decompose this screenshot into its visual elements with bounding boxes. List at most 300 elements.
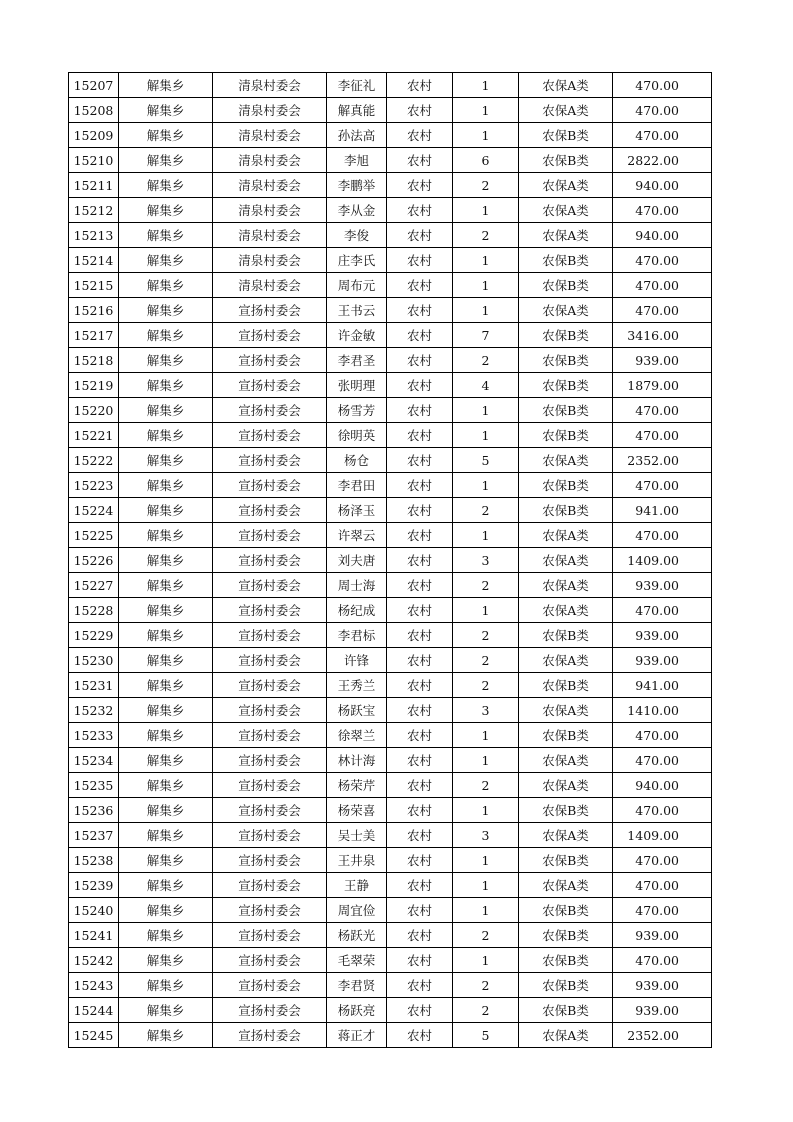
person-name-cell: 李征礼 [327,73,387,98]
person-name-cell: 杨雪芳 [327,398,387,423]
count-cell: 1 [453,948,519,973]
amount-cell: 939.00 [613,623,712,648]
amount-cell: 1409.00 [613,823,712,848]
record-id-cell: 15228 [69,598,119,623]
township-cell: 解集乡 [119,723,213,748]
category-cell: 农保B类 [519,923,613,948]
person-name-cell: 李从金 [327,198,387,223]
person-name-cell: 杨荣芹 [327,773,387,798]
count-cell: 1 [453,198,519,223]
village-committee-cell: 宣扬村委会 [213,873,327,898]
table-row [69,73,712,98]
count-cell: 1 [453,748,519,773]
township-cell: 解集乡 [119,748,213,773]
table-row [69,473,712,498]
record-id-cell: 15227 [69,573,119,598]
household-type-cell: 农村 [387,798,453,823]
category-cell: 农保B类 [519,348,613,373]
amount-cell: 2822.00 [613,148,712,173]
amount-cell: 470.00 [613,598,712,623]
amount-cell: 939.00 [613,348,712,373]
village-committee-cell: 宣扬村委会 [213,673,327,698]
township-cell: 解集乡 [119,198,213,223]
amount-cell: 470.00 [613,273,712,298]
township-cell: 解集乡 [119,98,213,123]
township-cell: 解集乡 [119,348,213,373]
category-cell: 农保A类 [519,173,613,198]
household-type-cell: 农村 [387,748,453,773]
category-cell: 农保B类 [519,148,613,173]
record-id-cell: 15234 [69,748,119,773]
household-type-cell: 农村 [387,473,453,498]
table-row [69,123,712,148]
category-cell: 农保B类 [519,323,613,348]
table-row [69,98,712,123]
record-id-cell: 15237 [69,823,119,848]
amount-cell: 1409.00 [613,548,712,573]
count-cell: 2 [453,648,519,673]
record-id-cell: 15241 [69,923,119,948]
amount-cell: 939.00 [613,998,712,1023]
person-name-cell: 杨跃亮 [327,998,387,1023]
village-committee-cell: 宣扬村委会 [213,373,327,398]
table-row [69,648,712,673]
count-cell: 7 [453,323,519,348]
count-cell: 1 [453,473,519,498]
record-id-cell: 15233 [69,723,119,748]
amount-cell: 470.00 [613,73,712,98]
table-row [69,873,712,898]
person-name-cell: 徐翠兰 [327,723,387,748]
amount-cell: 470.00 [613,198,712,223]
table-row [69,823,712,848]
village-committee-cell: 宣扬村委会 [213,523,327,548]
category-cell: 农保B类 [519,898,613,923]
household-type-cell: 农村 [387,398,453,423]
person-name-cell: 杨跃光 [327,923,387,948]
table-row [69,298,712,323]
township-cell: 解集乡 [119,123,213,148]
village-committee-cell: 宣扬村委会 [213,898,327,923]
village-committee-cell: 宣扬村委会 [213,998,327,1023]
count-cell: 1 [453,523,519,548]
count-cell: 2 [453,973,519,998]
category-cell: 农保B类 [519,423,613,448]
record-id-cell: 15216 [69,298,119,323]
table-row [69,723,712,748]
person-name-cell: 周宜俭 [327,898,387,923]
household-type-cell: 农村 [387,973,453,998]
category-cell: 农保B类 [519,373,613,398]
category-cell: 农保B类 [519,273,613,298]
township-cell: 解集乡 [119,173,213,198]
count-cell: 1 [453,898,519,923]
table-row [69,173,712,198]
table-row [69,698,712,723]
record-id-cell: 15220 [69,398,119,423]
household-type-cell: 农村 [387,148,453,173]
person-name-cell: 李鹏举 [327,173,387,198]
count-cell: 2 [453,348,519,373]
record-id-cell: 15215 [69,273,119,298]
category-cell: 农保A类 [519,698,613,723]
household-type-cell: 农村 [387,723,453,748]
category-cell: 农保B类 [519,473,613,498]
count-cell: 3 [453,698,519,723]
amount-cell: 941.00 [613,498,712,523]
household-type-cell: 农村 [387,123,453,148]
record-id-cell: 15213 [69,223,119,248]
village-committee-cell: 宣扬村委会 [213,923,327,948]
record-id-cell: 15236 [69,798,119,823]
township-cell: 解集乡 [119,898,213,923]
count-cell: 1 [453,273,519,298]
village-committee-cell: 宣扬村委会 [213,773,327,798]
amount-cell: 470.00 [613,898,712,923]
amount-cell: 470.00 [613,948,712,973]
household-type-cell: 农村 [387,498,453,523]
category-cell: 农保B类 [519,123,613,148]
amount-cell: 470.00 [613,123,712,148]
table-row [69,748,712,773]
household-type-cell: 农村 [387,998,453,1023]
person-name-cell: 许锋 [327,648,387,673]
township-cell: 解集乡 [119,523,213,548]
record-id-cell: 15238 [69,848,119,873]
household-type-cell: 农村 [387,173,453,198]
person-name-cell: 张明理 [327,373,387,398]
count-cell: 1 [453,298,519,323]
person-name-cell: 李俊 [327,223,387,248]
record-id-cell: 15209 [69,123,119,148]
village-committee-cell: 清泉村委会 [213,248,327,273]
category-cell: 农保B类 [519,948,613,973]
amount-cell: 470.00 [613,98,712,123]
category-cell: 农保A类 [519,448,613,473]
count-cell: 2 [453,773,519,798]
person-name-cell: 许金敏 [327,323,387,348]
village-committee-cell: 清泉村委会 [213,198,327,223]
count-cell: 2 [453,673,519,698]
township-cell: 解集乡 [119,73,213,98]
record-id-cell: 15225 [69,523,119,548]
household-type-cell: 农村 [387,98,453,123]
count-cell: 2 [453,223,519,248]
person-name-cell: 周布元 [327,273,387,298]
township-cell: 解集乡 [119,798,213,823]
category-cell: 农保A类 [519,548,613,573]
household-type-cell: 农村 [387,648,453,673]
village-committee-cell: 宣扬村委会 [213,598,327,623]
person-name-cell: 许翠云 [327,523,387,548]
village-committee-cell: 宣扬村委会 [213,323,327,348]
township-cell: 解集乡 [119,998,213,1023]
allowance-table [68,72,712,1048]
person-name-cell: 王井泉 [327,848,387,873]
household-type-cell: 农村 [387,948,453,973]
table-row [69,223,712,248]
table-row [69,373,712,398]
category-cell: 农保A类 [519,198,613,223]
township-cell: 解集乡 [119,448,213,473]
category-cell: 农保A类 [519,648,613,673]
village-committee-cell: 宣扬村委会 [213,848,327,873]
person-name-cell: 蒋正才 [327,1023,387,1048]
category-cell: 农保A类 [519,523,613,548]
category-cell: 农保B类 [519,998,613,1023]
village-committee-cell: 宣扬村委会 [213,973,327,998]
person-name-cell: 杨仓 [327,448,387,473]
amount-cell: 470.00 [613,298,712,323]
record-id-cell: 15232 [69,698,119,723]
count-cell: 1 [453,98,519,123]
household-type-cell: 农村 [387,523,453,548]
household-type-cell: 农村 [387,348,453,373]
amount-cell: 939.00 [613,923,712,948]
record-id-cell: 15226 [69,548,119,573]
household-type-cell: 农村 [387,773,453,798]
table-row [69,248,712,273]
table-row [69,448,712,473]
category-cell: 农保B类 [519,973,613,998]
township-cell: 解集乡 [119,848,213,873]
person-name-cell: 李旭 [327,148,387,173]
township-cell: 解集乡 [119,548,213,573]
person-name-cell: 李君标 [327,623,387,648]
table-row [69,998,712,1023]
record-id-cell: 15242 [69,948,119,973]
village-committee-cell: 清泉村委会 [213,173,327,198]
table-row [69,898,712,923]
amount-cell: 941.00 [613,673,712,698]
record-id-cell: 15240 [69,898,119,923]
township-cell: 解集乡 [119,273,213,298]
village-committee-cell: 宣扬村委会 [213,448,327,473]
category-cell: 农保A类 [519,773,613,798]
count-cell: 1 [453,423,519,448]
township-cell: 解集乡 [119,498,213,523]
record-id-cell: 15224 [69,498,119,523]
household-type-cell: 农村 [387,573,453,598]
person-name-cell: 杨泽玉 [327,498,387,523]
person-name-cell: 王书云 [327,298,387,323]
amount-cell: 470.00 [613,248,712,273]
amount-cell: 940.00 [613,773,712,798]
person-name-cell: 徐明英 [327,423,387,448]
household-type-cell: 农村 [387,673,453,698]
record-id-cell: 15222 [69,448,119,473]
count-cell: 2 [453,923,519,948]
household-type-cell: 农村 [387,873,453,898]
household-type-cell: 农村 [387,623,453,648]
household-type-cell: 农村 [387,848,453,873]
household-type-cell: 农村 [387,373,453,398]
township-cell: 解集乡 [119,148,213,173]
record-id-cell: 15207 [69,73,119,98]
township-cell: 解集乡 [119,298,213,323]
category-cell: 农保B类 [519,848,613,873]
township-cell: 解集乡 [119,698,213,723]
count-cell: 1 [453,123,519,148]
village-committee-cell: 宣扬村委会 [213,698,327,723]
count-cell: 2 [453,173,519,198]
count-cell: 5 [453,448,519,473]
township-cell: 解集乡 [119,923,213,948]
category-cell: 农保A类 [519,823,613,848]
count-cell: 1 [453,848,519,873]
person-name-cell: 李君田 [327,473,387,498]
village-committee-cell: 宣扬村委会 [213,573,327,598]
village-committee-cell: 宣扬村委会 [213,1023,327,1048]
table-row [69,348,712,373]
village-committee-cell: 宣扬村委会 [213,948,327,973]
person-name-cell: 王秀兰 [327,673,387,698]
count-cell: 2 [453,623,519,648]
record-id-cell: 15243 [69,973,119,998]
person-name-cell: 刘夫唐 [327,548,387,573]
person-name-cell: 杨荣喜 [327,798,387,823]
township-cell: 解集乡 [119,573,213,598]
amount-cell: 470.00 [613,748,712,773]
amount-cell: 470.00 [613,798,712,823]
table-row [69,848,712,873]
record-id-cell: 15231 [69,673,119,698]
village-committee-cell: 宣扬村委会 [213,723,327,748]
amount-cell: 940.00 [613,223,712,248]
count-cell: 2 [453,998,519,1023]
table-row [69,498,712,523]
record-id-cell: 15212 [69,198,119,223]
person-name-cell: 杨纪成 [327,598,387,623]
record-id-cell: 15211 [69,173,119,198]
record-id-cell: 15219 [69,373,119,398]
table-row [69,198,712,223]
village-committee-cell: 宣扬村委会 [213,823,327,848]
household-type-cell: 农村 [387,898,453,923]
household-type-cell: 农村 [387,423,453,448]
household-type-cell: 农村 [387,698,453,723]
category-cell: 农保A类 [519,298,613,323]
amount-cell: 470.00 [613,848,712,873]
household-type-cell: 农村 [387,323,453,348]
record-id-cell: 15208 [69,98,119,123]
amount-cell: 939.00 [613,573,712,598]
amount-cell: 3416.00 [613,323,712,348]
household-type-cell: 农村 [387,923,453,948]
category-cell: 农保A类 [519,873,613,898]
township-cell: 解集乡 [119,948,213,973]
record-id-cell: 15223 [69,473,119,498]
person-name-cell: 林计海 [327,748,387,773]
amount-cell: 2352.00 [613,448,712,473]
household-type-cell: 农村 [387,223,453,248]
person-name-cell: 王静 [327,873,387,898]
table-row [69,523,712,548]
township-cell: 解集乡 [119,323,213,348]
household-type-cell: 农村 [387,598,453,623]
township-cell: 解集乡 [119,398,213,423]
count-cell: 1 [453,723,519,748]
table-row [69,273,712,298]
count-cell: 1 [453,248,519,273]
amount-cell: 939.00 [613,648,712,673]
record-id-cell: 15245 [69,1023,119,1048]
table-row [69,548,712,573]
village-committee-cell: 清泉村委会 [213,223,327,248]
amount-cell: 940.00 [613,173,712,198]
township-cell: 解集乡 [119,773,213,798]
category-cell: 农保B类 [519,248,613,273]
person-name-cell: 吴士美 [327,823,387,848]
household-type-cell: 农村 [387,823,453,848]
amount-cell: 470.00 [613,523,712,548]
household-type-cell: 农村 [387,248,453,273]
village-committee-cell: 宣扬村委会 [213,473,327,498]
table-row [69,623,712,648]
table-row [69,798,712,823]
village-committee-cell: 清泉村委会 [213,123,327,148]
person-name-cell: 周士海 [327,573,387,598]
amount-cell: 2352.00 [613,1023,712,1048]
township-cell: 解集乡 [119,598,213,623]
village-committee-cell: 宣扬村委会 [213,648,327,673]
count-cell: 3 [453,823,519,848]
household-type-cell: 农村 [387,273,453,298]
village-committee-cell: 宣扬村委会 [213,623,327,648]
household-type-cell: 农村 [387,448,453,473]
amount-cell: 470.00 [613,423,712,448]
person-name-cell: 李君贤 [327,973,387,998]
person-name-cell: 孙法高 [327,123,387,148]
amount-cell: 1879.00 [613,373,712,398]
village-committee-cell: 清泉村委会 [213,98,327,123]
township-cell: 解集乡 [119,623,213,648]
count-cell: 2 [453,573,519,598]
table-row [69,948,712,973]
township-cell: 解集乡 [119,673,213,698]
count-cell: 5 [453,1023,519,1048]
amount-cell: 939.00 [613,973,712,998]
township-cell: 解集乡 [119,423,213,448]
record-id-cell: 15217 [69,323,119,348]
table-row [69,673,712,698]
village-committee-cell: 宣扬村委会 [213,398,327,423]
village-committee-cell: 宣扬村委会 [213,423,327,448]
township-cell: 解集乡 [119,823,213,848]
category-cell: 农保B类 [519,398,613,423]
category-cell: 农保B类 [519,623,613,648]
count-cell: 2 [453,498,519,523]
record-id-cell: 15230 [69,648,119,673]
village-committee-cell: 宣扬村委会 [213,498,327,523]
person-name-cell: 庄李氏 [327,248,387,273]
village-committee-cell: 宣扬村委会 [213,548,327,573]
township-cell: 解集乡 [119,373,213,398]
table-body [69,73,712,1048]
amount-cell: 470.00 [613,473,712,498]
category-cell: 农保A类 [519,223,613,248]
count-cell: 1 [453,73,519,98]
village-committee-cell: 宣扬村委会 [213,748,327,773]
table-row [69,973,712,998]
count-cell: 1 [453,598,519,623]
count-cell: 4 [453,373,519,398]
village-committee-cell: 宣扬村委会 [213,798,327,823]
table-row [69,773,712,798]
household-type-cell: 农村 [387,1023,453,1048]
household-type-cell: 农村 [387,73,453,98]
table-row [69,573,712,598]
